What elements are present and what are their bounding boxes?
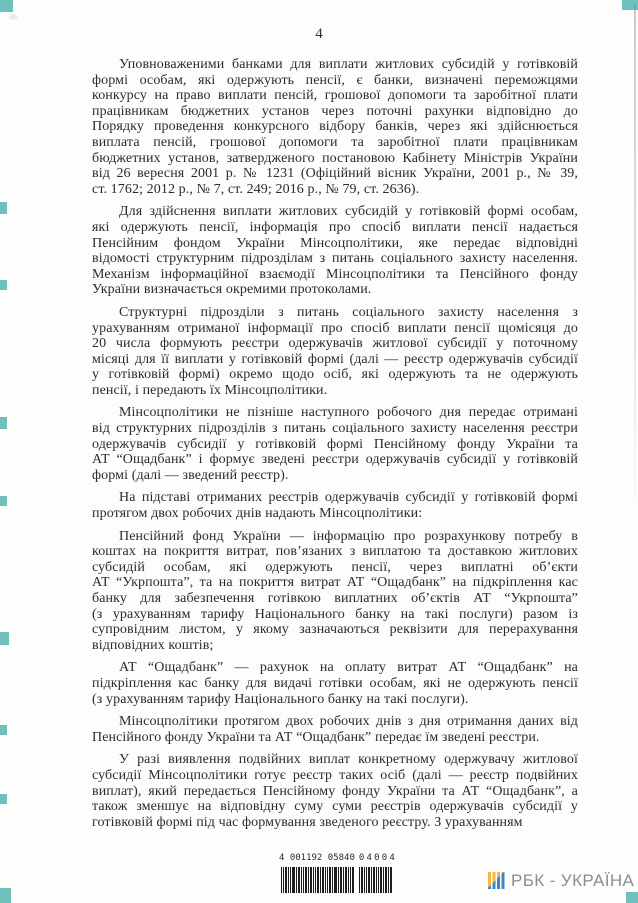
text-line: Механізм інформаційної взаємодії Мінсоцполітики та Пенсійного фонду bbox=[92, 266, 578, 282]
barcode-bar bbox=[343, 867, 344, 893]
scan-artifact bbox=[0, 794, 7, 804]
barcode bbox=[281, 867, 354, 893]
barcode-bar bbox=[348, 867, 349, 893]
barcode-bar bbox=[352, 867, 354, 893]
barcode-addon-digits: 04004 bbox=[358, 853, 397, 863]
barcode-bar bbox=[371, 867, 372, 893]
text-line: 20 числа формують реєстри одержувачів житлової субсидії у поточному bbox=[92, 336, 578, 352]
text-line: У разі виявлення подвійних виплат конкретному одержувачу житлової bbox=[119, 752, 578, 768]
barcode-bar bbox=[345, 867, 347, 893]
scan-edge-line bbox=[634, 4, 636, 524]
barcode-bar bbox=[313, 867, 314, 893]
barcode-bar bbox=[285, 867, 287, 893]
scan-artifact bbox=[0, 725, 7, 735]
barcode-bar bbox=[288, 867, 289, 893]
text-line: пенсії, і передають їх Мінсоцполітики. bbox=[92, 382, 328, 398]
text-line: працівникам бюджетних установ через поточні рахунки відповідно до bbox=[92, 103, 578, 119]
barcode-bar bbox=[376, 867, 377, 893]
scan-artifact bbox=[0, 888, 11, 903]
barcode-bar bbox=[283, 867, 284, 893]
text-line: супровідним листом, у якому зазначаються реквізити для перерахування bbox=[92, 622, 578, 638]
barcode-bar bbox=[322, 867, 324, 893]
barcode-bar bbox=[338, 867, 339, 893]
text-line: урахуванням отриманої інформації про спосіб виплати пенсії щомісяця до bbox=[92, 320, 578, 336]
paragraph bbox=[92, 714, 578, 745]
barcode-bar bbox=[350, 867, 351, 893]
text-line: відомості структурним підрозділам з питань соціального захисту населення. bbox=[92, 251, 578, 267]
barcode-bar bbox=[292, 867, 295, 893]
text-line: виплата пенсій, грошової допомоги та заробітної плати працівникам bbox=[92, 134, 578, 150]
text-line: Пенсійного фонду України та АТ “Ощадбанк” передає їм зведені реєстри. bbox=[92, 729, 540, 745]
text-line: АТ “Ощадбанк” — рахунок на оплату витрат АТ “Ощадбанк” на bbox=[119, 660, 578, 676]
document-body bbox=[92, 57, 578, 830]
paragraph bbox=[92, 490, 578, 521]
barcode-bar bbox=[359, 867, 360, 893]
barcode-bar bbox=[332, 867, 333, 893]
text-line: Мінсоцполітики не пізніше наступного робочого дня передає отримані bbox=[119, 405, 578, 421]
barcode-bar bbox=[366, 867, 367, 893]
paragraph bbox=[92, 752, 578, 830]
barcode-bar bbox=[385, 867, 387, 893]
paragraph bbox=[92, 529, 578, 654]
text-line: (з урахуванням тарифу Національного банку на такі послуги). bbox=[92, 691, 469, 707]
barcode-bar bbox=[329, 867, 331, 893]
barcode-bar bbox=[373, 867, 375, 893]
text-line: які одержують пенсії, інформація про спосіб виплати пенсії надається bbox=[92, 219, 578, 235]
barcode-bar bbox=[301, 867, 302, 893]
barcode-bar bbox=[298, 867, 300, 893]
text-line: Порядку проведення конкурсного відбору банків, через які здійснюється bbox=[92, 119, 578, 135]
text-line: виплат), який передається Пенсійному фонду України та АТ “Ощадбанк”, а bbox=[92, 783, 578, 799]
scan-artifact bbox=[0, 0, 13, 12]
text-line: формі особам, які одержують пенсії, є банки, визначені переможцями bbox=[92, 72, 578, 88]
barcode-bar bbox=[361, 867, 363, 893]
barcode-bar bbox=[317, 867, 319, 893]
text-line: формі (далі — зведений реєстр). bbox=[92, 467, 289, 483]
page-number: 4 bbox=[315, 26, 323, 42]
text-line: АТ “Укрпошта”, та на покриття витрат АТ “Ощадбанк” на підкріплення кас bbox=[92, 575, 578, 591]
text-line: Уповноваженими банками для виплати житлових субсидій у готівковій bbox=[119, 57, 578, 72]
text-line: (з урахуванням тарифу Національного банку на такі послуги) разом із bbox=[92, 606, 578, 622]
paragraph bbox=[92, 204, 578, 298]
barcode-bar bbox=[325, 867, 326, 893]
text-line: протягом двох робочих днів надають Мінсоцполітики: bbox=[92, 506, 423, 522]
text-line: підкріплення кас банку для видачі готівки особам, які не одержують пенсії bbox=[92, 675, 578, 691]
text-line: Для здійснення виплати житлових субсидій у готівковій формі особам, bbox=[119, 204, 578, 220]
scan-artifact bbox=[0, 280, 7, 290]
text-line: конкурсу на право виплати пенсій, грошової допомоги та заробітної плати bbox=[92, 88, 578, 104]
barcode-bar bbox=[327, 867, 328, 893]
text-line: коштах на покриття витрат, пов’язаних з виплатою та доставкою житлових bbox=[92, 544, 578, 560]
barcode-bar bbox=[281, 867, 282, 893]
text-line: одержувачів субсидії у готівковій формі Пенсійному фонду України та bbox=[92, 436, 578, 452]
text-line: від структурних підрозділів з питань соціального захисту населення реєстри bbox=[92, 421, 578, 437]
text-line: Пенсійним фондом України Мінсоцполітики, яке передає відповідні bbox=[92, 235, 578, 251]
barcode-bar bbox=[303, 867, 304, 893]
barcode-bar bbox=[305, 867, 307, 893]
barcode-bar bbox=[364, 867, 365, 893]
text-line: також зменшує на відповідну суму суми реєстрів одержувачів субсидії у bbox=[92, 799, 578, 815]
barcode-bar bbox=[340, 867, 342, 893]
paragraph bbox=[92, 405, 578, 483]
barcode-addon bbox=[359, 867, 392, 893]
paragraph bbox=[92, 660, 578, 707]
scan-artifact bbox=[0, 417, 7, 429]
text-line: АТ “Ощадбанк” і формує зведені реєстри одержувачів субсидії у готівковій bbox=[92, 452, 578, 468]
text-line: На підставі отриманих реєстрів одержувачів субсидії у готівковій формі bbox=[119, 490, 578, 506]
barcode-bar bbox=[388, 867, 389, 893]
barcode-bar bbox=[310, 867, 312, 893]
barcode-bar bbox=[320, 867, 321, 893]
scan-artifact bbox=[626, 892, 638, 903]
barcode-digits bbox=[279, 853, 397, 863]
barcode-bar bbox=[334, 867, 337, 893]
barcode-bar bbox=[290, 867, 291, 893]
barcode-main-digits: 4 001192 05840 bbox=[279, 853, 355, 863]
text-line: банку для забезпечення готівкою виплатних об’єктів АТ “Укрпошта” bbox=[92, 591, 578, 606]
barcode-bar bbox=[368, 867, 370, 893]
rbk-ukraine-watermark bbox=[488, 871, 634, 890]
text-line: відповідних коштів; bbox=[92, 637, 214, 653]
barcode-bar bbox=[296, 867, 297, 893]
text-line: субсидії Мінсоцполітики готує реєстр таких осіб (далі — реєстр подвійних bbox=[92, 767, 578, 783]
text-line: бюджетних установ, затвердженого постановою Кабінету Міністрів України bbox=[92, 150, 578, 166]
scan-artifact bbox=[622, 0, 638, 10]
scan-smudge bbox=[9, 14, 18, 20]
barcode-bar bbox=[380, 867, 382, 893]
paragraph bbox=[92, 57, 578, 197]
barcode-bar bbox=[315, 867, 316, 893]
barcode-bar bbox=[378, 867, 379, 893]
paragraph bbox=[92, 305, 578, 399]
rbk-bar-chart-icon bbox=[488, 872, 505, 889]
barcode-bar bbox=[390, 867, 392, 893]
text-line: Мінсоцполітики протягом двох робочих днів з дня отримання даних від bbox=[119, 714, 578, 730]
text-line: від 26 вересня 2001 р. № 1231 (Офіційний вісник України, 2001 р., № 39, bbox=[92, 166, 578, 182]
scan-artifact bbox=[0, 496, 7, 506]
text-line: місяці для її виплати у готівковій формі (далі — реєстр одержувачів субсидії bbox=[92, 351, 578, 367]
scan-artifact bbox=[0, 202, 7, 214]
text-line: ст. 1762; 2012 р., № 7, ст. 249; 2016 р., № 79, ст. 2636). bbox=[92, 181, 420, 197]
barcode-bar bbox=[308, 867, 309, 893]
text-line: у готівковій формі) окремо щодо осіб, які одержують та не одержують bbox=[92, 367, 578, 383]
text-line: субсидій особам, які одержують пенсії, через виплатні об’єкти bbox=[92, 559, 578, 575]
text-line: готівковій формі під час формування зведеного реєстру. З урахуванням bbox=[92, 814, 523, 830]
text-line: Пенсійний фонд України — інформацію про розрахункову потребу в bbox=[119, 528, 578, 544]
barcode-bar bbox=[383, 867, 384, 893]
text-line: України визначається окремими протоколами. bbox=[92, 282, 372, 298]
rbk-logo-text: РБК - УКРАЇНА bbox=[511, 870, 635, 890]
text-line: Структурні підрозділи з питань соціального захисту населення з bbox=[119, 304, 578, 320]
scan-artifact bbox=[0, 632, 9, 645]
